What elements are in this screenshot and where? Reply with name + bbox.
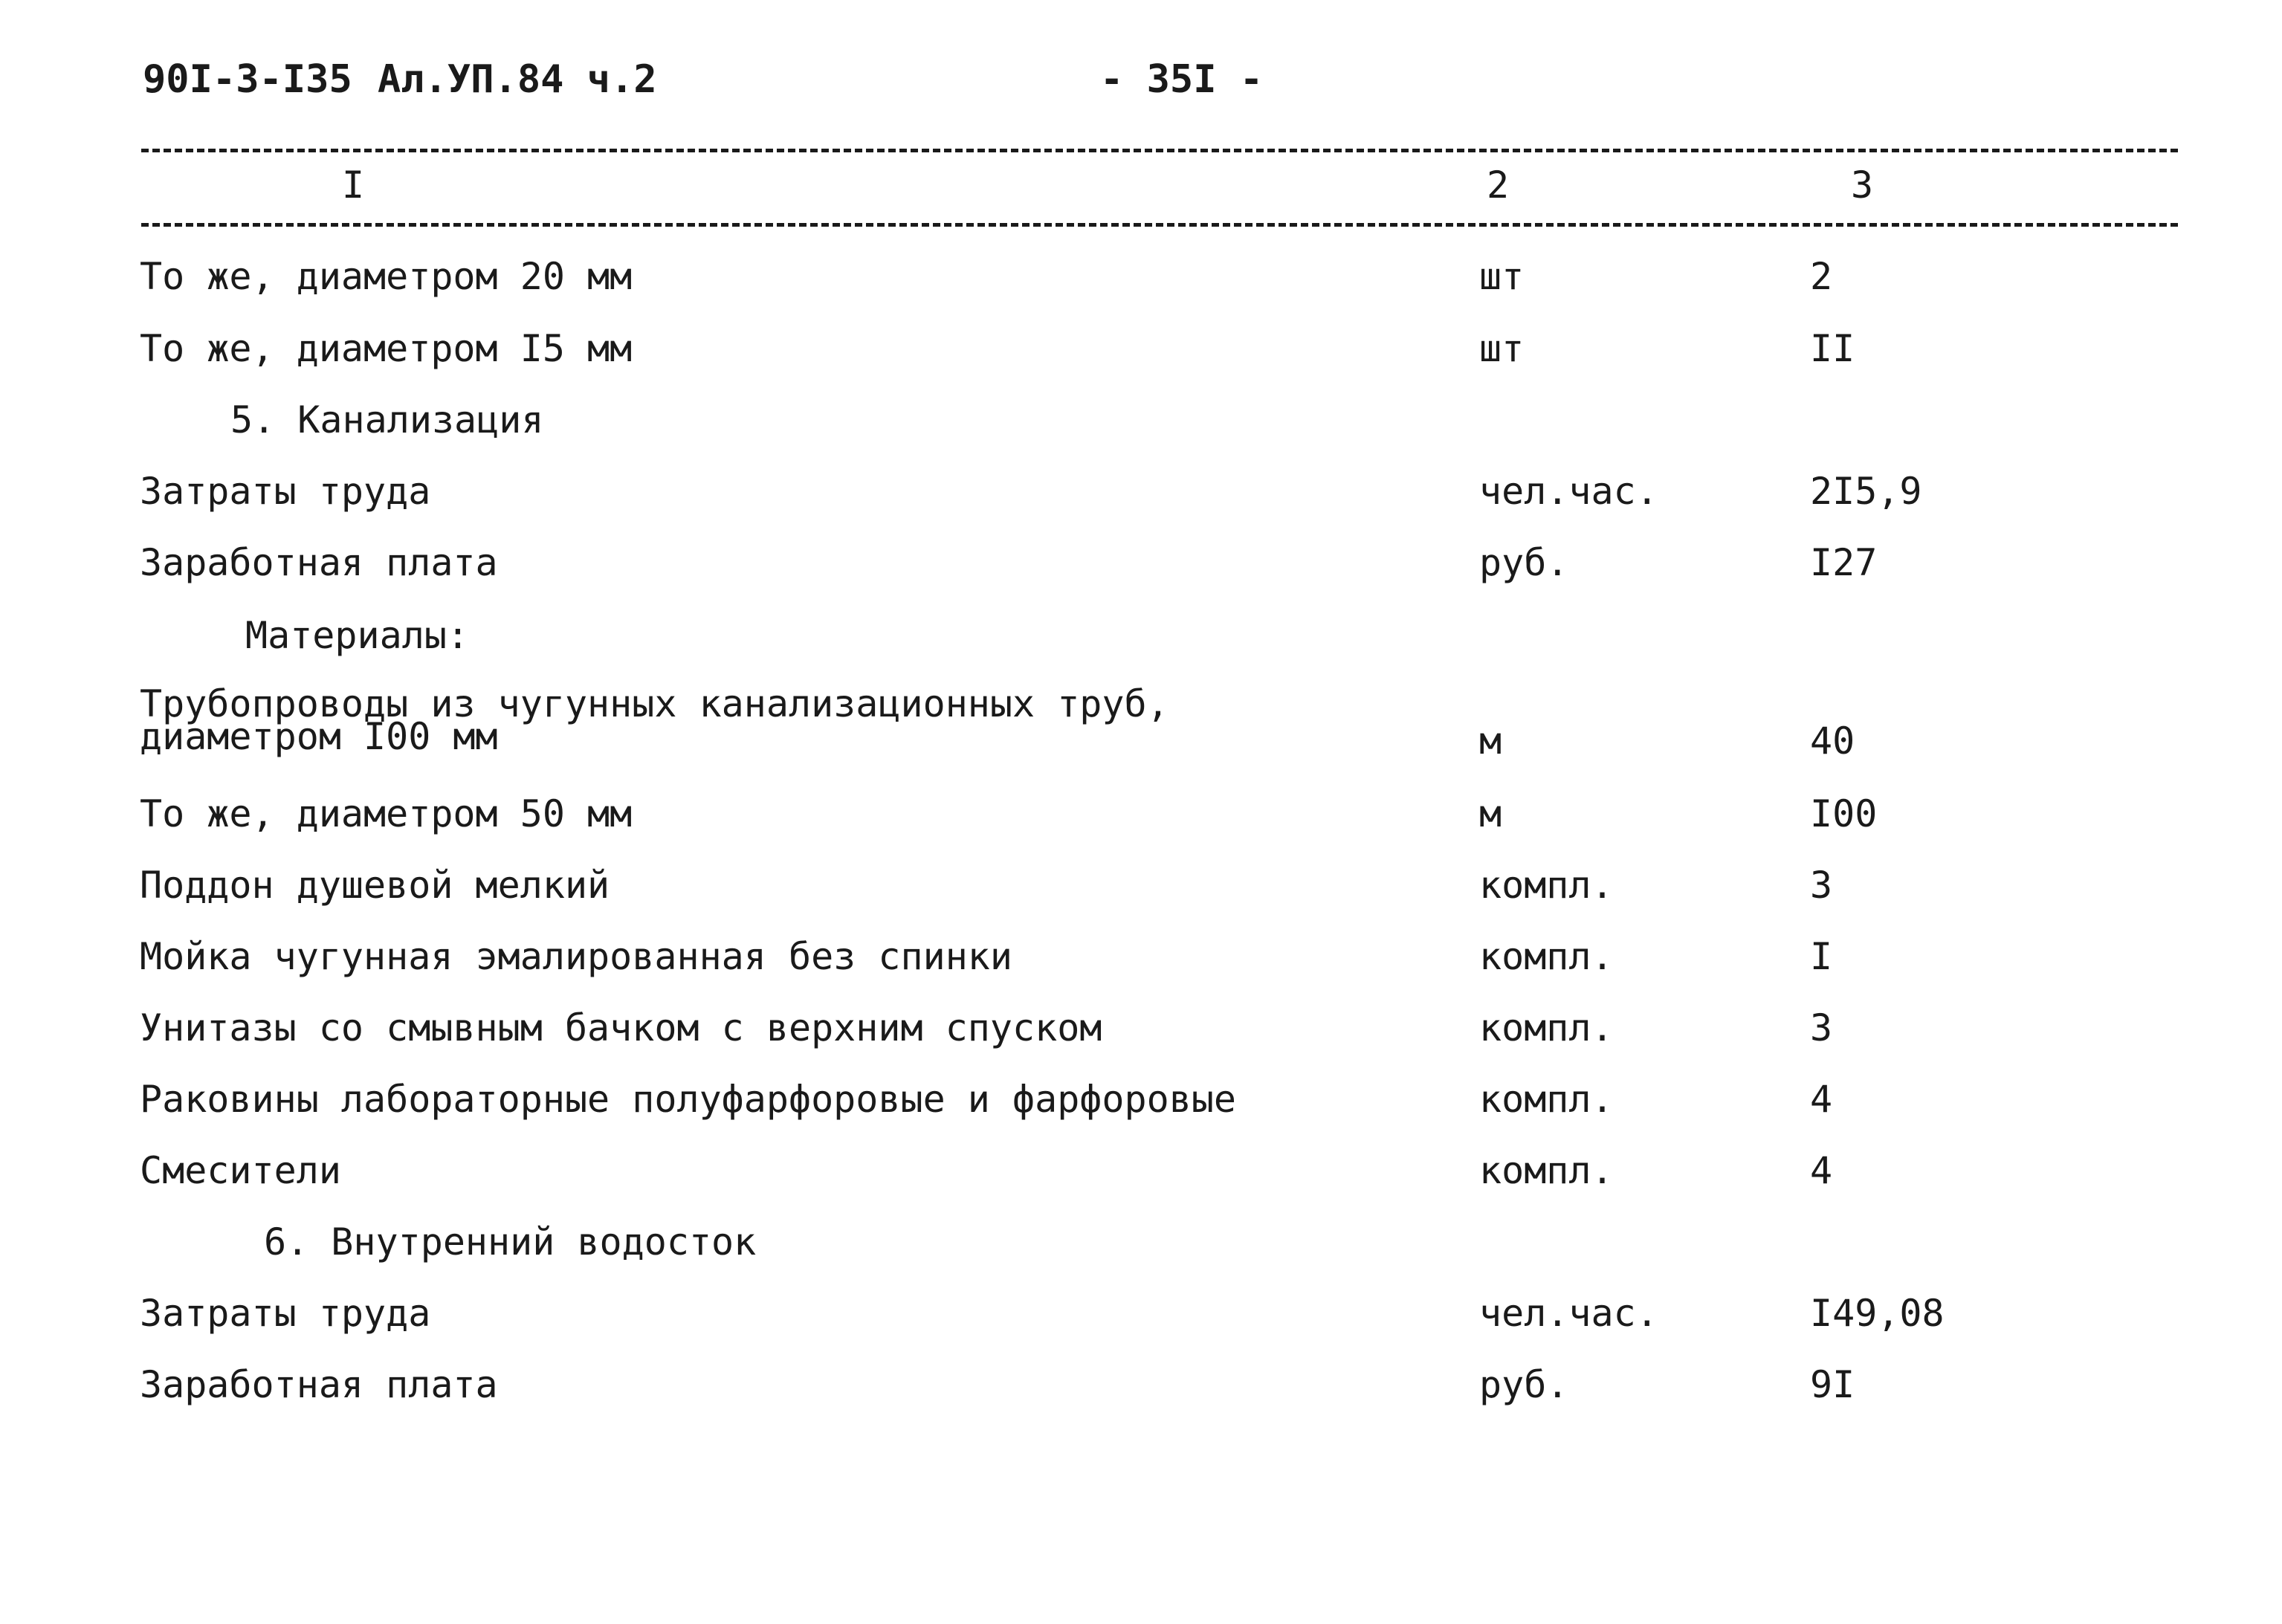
table-row-description: То же, диаметром I5 мм — [140, 327, 633, 370]
table-row-description: Смесители — [140, 1149, 341, 1192]
table-row-quantity: I — [1810, 935, 1833, 978]
table-row-quantity: I00 — [1810, 792, 1878, 835]
table-row-description-line1: Трубопроводы из чугунных канализационных труб, — [140, 682, 1169, 725]
column-header-3: 3 — [1851, 164, 1874, 207]
table-row-quantity: 4 — [1810, 1078, 1833, 1121]
table-row-quantity: 2I5,9 — [1810, 470, 1922, 513]
table-row-unit: компл. — [1479, 1078, 1614, 1121]
table-row-quantity: 3 — [1810, 1006, 1833, 1049]
table-row-unit: компл. — [1479, 1006, 1614, 1049]
page-number: - 35I - — [1100, 57, 1264, 102]
table-row-quantity: 3 — [1810, 864, 1833, 907]
table-row-quantity: 9I — [1810, 1363, 1855, 1406]
table-row-quantity: I49,08 — [1810, 1292, 1945, 1335]
doc-code: 90I-3-I35 — [143, 57, 352, 102]
table-row-unit: руб. — [1479, 541, 1569, 584]
subsection-heading: Материалы: — [245, 614, 470, 657]
table-row-quantity: I27 — [1810, 541, 1878, 584]
table-row-unit: м — [1479, 792, 1502, 835]
table-row-unit: шт — [1479, 327, 1525, 370]
table-row-description: Раковины лабораторные полуфарфоровые и фарфоровые — [140, 1078, 1237, 1121]
table-row-description: То же, диаметром 20 мм — [140, 255, 633, 298]
table-row-quantity: 40 — [1810, 719, 1855, 763]
table-row-unit: компл. — [1479, 935, 1614, 978]
table-row-description: Затраты труда — [140, 1292, 431, 1335]
table-top-rule — [141, 149, 2178, 152]
table-row-description: Поддон душевой мелкий — [140, 864, 610, 907]
table-row-unit: шт — [1479, 255, 1525, 298]
column-header-1: I — [342, 164, 365, 207]
table-row-description: Заработная плата — [140, 541, 498, 584]
table-row-unit: руб. — [1479, 1363, 1569, 1406]
table-row-unit: компл. — [1479, 1149, 1614, 1192]
table-row-description: Заработная плата — [140, 1363, 498, 1406]
table-row-unit: компл. — [1479, 864, 1614, 907]
table-row-description: То же, диаметром 50 мм — [140, 792, 633, 835]
table-row-quantity: 4 — [1810, 1149, 1833, 1192]
section-heading: 6. Внутренний водосток — [264, 1220, 757, 1264]
table-row-unit: м — [1479, 719, 1502, 763]
table-row-description: Затраты труда — [140, 470, 431, 513]
table-row-unit: чел.час. — [1479, 470, 1658, 513]
section-heading: 5. Канализация — [230, 398, 544, 441]
table-header-rule — [141, 223, 2178, 227]
album-reference: Ал.УП.84 ч.2 — [378, 57, 657, 102]
table-row-quantity: 2 — [1810, 255, 1833, 298]
table-row-description-line2: диаметром I00 мм — [140, 715, 498, 758]
column-header-2: 2 — [1487, 164, 1510, 207]
table-row-quantity: II — [1810, 327, 1855, 370]
table-row-description: Унитазы со смывным бачком с верхним спуском — [140, 1006, 1102, 1049]
table-row-unit: чел.час. — [1479, 1292, 1658, 1335]
table-row-description: Мойка чугунная эмалированная без спинки — [140, 935, 1012, 978]
